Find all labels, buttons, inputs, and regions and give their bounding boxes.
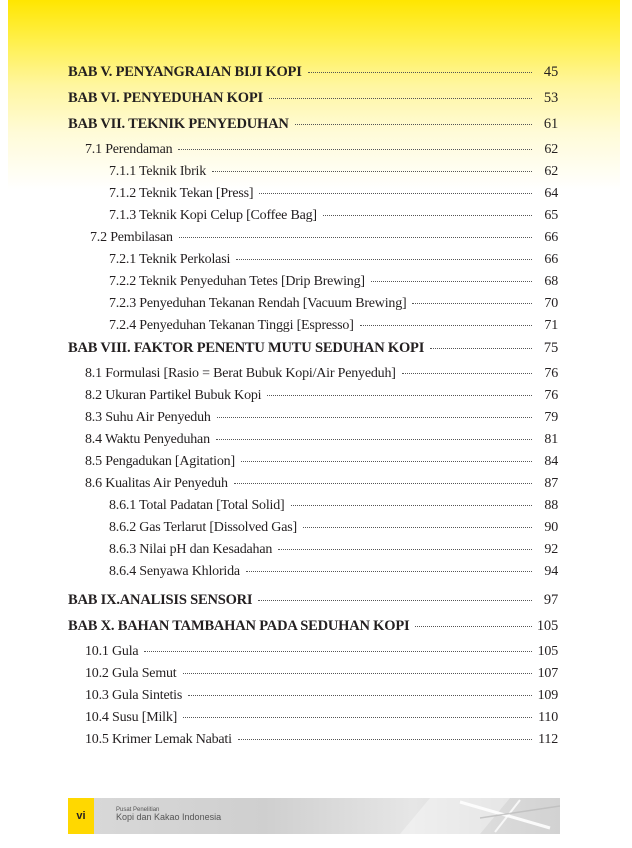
toc-entry-page: 92	[544, 542, 558, 557]
toc-dot-leader	[217, 417, 532, 418]
publisher-line-2: Kopi dan Kakao Indonesia	[116, 812, 222, 823]
table-of-contents	[68, 64, 558, 754]
toc-entry-title: 10.5 Krimer Lemak Nabati	[85, 732, 232, 747]
toc-entry-title: 7.1 Perendaman	[85, 142, 173, 157]
toc-entry-row	[68, 454, 558, 476]
toc-entry-row	[68, 520, 558, 542]
toc-entry-page: 76	[544, 366, 558, 381]
toc-dot-leader	[234, 483, 532, 484]
toc-entry-page: 68	[544, 274, 558, 289]
toc-entry-title: 10.3 Gula Sintetis	[85, 688, 183, 703]
toc-entry-title: 10.4 Susu [Milk]	[85, 710, 178, 725]
toc-entry-row	[68, 318, 558, 340]
page-number: vi	[76, 810, 86, 822]
toc-entry-row	[68, 142, 558, 164]
toc-entry-page: 105	[536, 618, 558, 634]
toc-entry-page: 87	[544, 476, 558, 491]
toc-dot-leader	[144, 651, 532, 652]
toc-entry-title: 8.4 Waktu Penyeduhan	[85, 432, 210, 447]
toc-entry-page: 75	[543, 340, 558, 356]
toc-entry-title: 7.2 Pembilasan	[90, 230, 173, 245]
toc-dot-leader	[258, 600, 532, 601]
toc-entry-row	[68, 688, 558, 710]
toc-entry-row	[68, 366, 558, 388]
toc-entry-row	[68, 666, 558, 688]
toc-chapter-row	[68, 90, 558, 116]
toc-entry-title: 8.5 Pengadukan [Agitation]	[85, 454, 235, 469]
toc-entry-row	[68, 186, 558, 208]
toc-chapter-row	[68, 340, 558, 366]
toc-entry-page: 45	[543, 64, 558, 80]
toc-entry-page: 88	[544, 498, 558, 513]
toc-entry-title: 7.2.3 Penyeduhan Tekanan Rendah [Vacuum Brewing]	[109, 296, 407, 311]
toc-entry-row	[68, 274, 558, 296]
toc-entry-title: 8.3 Suhu Air Penyeduh	[85, 410, 211, 425]
toc-entry-title: BAB VIII. FAKTOR PENENTU MUTU SEDUHAN KOPI	[68, 340, 425, 356]
toc-entry-row	[68, 164, 558, 186]
toc-dot-leader	[183, 717, 532, 718]
toc-entry-page: 66	[544, 230, 558, 245]
toc-entry-title: 8.6.4 Senyawa Khlorida	[109, 564, 240, 579]
toc-dot-leader	[323, 215, 532, 216]
toc-entry-page: 71	[544, 318, 558, 333]
toc-dot-leader	[415, 626, 532, 627]
toc-dot-leader	[267, 395, 532, 396]
toc-entry-title: 10.1 Gula	[85, 644, 139, 659]
toc-dot-leader	[430, 348, 532, 349]
toc-entry-title: 7.2.1 Teknik Perkolasi	[109, 252, 231, 267]
toc-dot-leader	[278, 549, 532, 550]
toc-entry-title: 7.2.2 Teknik Penyeduhan Tetes [Drip Brewing]	[109, 274, 365, 289]
toc-entry-page: 110	[538, 710, 558, 725]
toc-dot-leader	[188, 695, 532, 696]
toc-dot-leader	[178, 149, 532, 150]
toc-entry-title: BAB IX.ANALISIS SENSORI	[68, 592, 253, 608]
page-number-badge	[68, 798, 94, 834]
toc-entry-title: 8.2 Ukuran Partikel Bubuk Kopi	[85, 388, 262, 403]
toc-entry-page: 107	[537, 666, 558, 681]
toc-chapter-row	[68, 116, 558, 142]
toc-entry-page: 53	[543, 90, 558, 106]
toc-dot-leader	[241, 461, 532, 462]
toc-dot-leader	[402, 373, 532, 374]
toc-dot-leader	[179, 237, 532, 238]
toc-entry-row	[68, 644, 558, 666]
toc-dot-leader	[291, 505, 533, 506]
toc-entry-row	[68, 710, 558, 732]
toc-dot-leader	[246, 571, 532, 572]
toc-dot-leader	[216, 439, 532, 440]
toc-entry-page: 112	[538, 732, 558, 747]
toc-dot-leader	[308, 72, 532, 73]
toc-entry-row	[68, 542, 558, 564]
toc-dot-leader	[412, 303, 532, 304]
toc-entry-title: 8.6.1 Total Padatan [Total Solid]	[109, 498, 285, 513]
toc-entry-page: 97	[543, 592, 558, 608]
toc-entry-row	[68, 296, 558, 318]
toc-entry-row	[68, 410, 558, 432]
toc-chapter-row	[68, 64, 558, 90]
toc-entry-row	[68, 476, 558, 498]
toc-entry-page: 70	[544, 296, 558, 311]
toc-entry-page: 76	[544, 388, 558, 403]
toc-dot-leader	[259, 193, 532, 194]
toc-entry-page: 61	[543, 116, 558, 132]
toc-dot-leader	[303, 527, 532, 528]
toc-entry-row	[68, 208, 558, 230]
toc-dot-leader	[371, 281, 532, 282]
toc-entry-page: 94	[544, 564, 558, 579]
toc-entry-title: 7.1.3 Teknik Kopi Celup [Coffee Bag]	[109, 208, 317, 223]
toc-entry-page: 79	[544, 410, 558, 425]
toc-dot-leader	[238, 739, 532, 740]
publisher-line-1: Pusat Penelitian	[116, 807, 160, 813]
toc-entry-page: 81	[544, 432, 558, 447]
toc-entry-title: 10.2 Gula Semut	[85, 666, 177, 681]
toc-entry-row	[68, 732, 558, 754]
toc-entry-title: BAB V. PENYANGRAIAN BIJI KOPI	[68, 64, 302, 80]
toc-entry-page: 62	[544, 164, 558, 179]
toc-entry-title: BAB VII. TEKNIK PENYEDUHAN	[68, 116, 289, 132]
toc-entry-title: 8.6.3 Nilai pH dan Kesadahan	[109, 542, 273, 557]
toc-entry-title: 7.2.4 Penyeduhan Tekanan Tinggi [Espresso]	[109, 318, 354, 333]
footer-decoration-icon	[400, 798, 560, 834]
toc-entry-page: 62	[544, 142, 558, 157]
toc-entry-title: 7.1.2 Teknik Tekan [Press]	[109, 186, 254, 201]
toc-entry-title: BAB VI. PENYEDUHAN KOPI	[68, 90, 263, 106]
toc-entry-row	[68, 388, 558, 410]
toc-dot-leader	[236, 259, 532, 260]
toc-entry-page: 109	[537, 688, 558, 703]
toc-entry-page: 65	[544, 208, 558, 223]
toc-dot-leader	[269, 98, 532, 99]
page-footer	[68, 798, 560, 834]
toc-dot-leader	[183, 673, 533, 674]
toc-entry-title: 7.1.1 Teknik Ibrik	[109, 164, 207, 179]
toc-entry-page: 64	[544, 186, 558, 201]
toc-entry-title: 8.1 Formulasi [Rasio = Berat Bubuk Kopi/Air Penyeduh]	[85, 366, 396, 381]
toc-dot-leader	[360, 325, 532, 326]
toc-chapter-row	[68, 592, 558, 618]
toc-entry-title: BAB X. BAHAN TAMBAHAN PADA SEDUHAN KOPI	[68, 618, 410, 634]
toc-entry-page: 84	[544, 454, 558, 469]
toc-entry-row	[68, 252, 558, 274]
toc-entry-row	[68, 498, 558, 520]
toc-entry-page: 90	[544, 520, 558, 535]
toc-dot-leader	[212, 171, 532, 172]
publisher-logo-text	[116, 807, 221, 823]
toc-entry-title: 8.6.2 Gas Terlarut [Dissolved Gas]	[109, 520, 297, 535]
toc-entry-row	[68, 432, 558, 454]
toc-entry-title: 8.6 Kualitas Air Penyeduh	[85, 476, 228, 491]
toc-entry-row	[68, 230, 558, 252]
toc-entry-page: 66	[544, 252, 558, 267]
toc-chapter-row	[68, 618, 558, 644]
toc-entry-row	[68, 564, 558, 586]
toc-dot-leader	[295, 124, 532, 125]
toc-entry-page: 105	[537, 644, 558, 659]
